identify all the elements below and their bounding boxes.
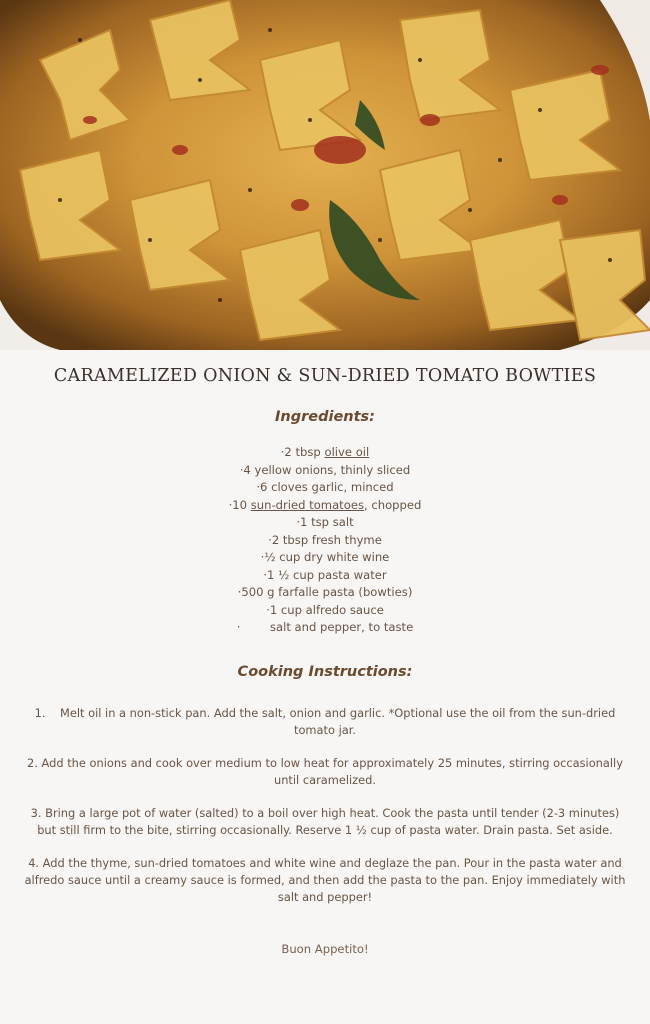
ingredient-item [0, 567, 650, 585]
instructions-list [20, 705, 630, 922]
ingredient-text: ·500 g farfalle pasta (bowties) [237, 585, 413, 599]
ingredient-text: ·2 tbsp fresh thyme [268, 532, 382, 547]
ingredient-item [0, 549, 650, 567]
ingredient-item [0, 584, 650, 602]
ingredient-text: ·4 yellow onions, thinly sliced [239, 462, 411, 477]
ingredient-text: , chopped [364, 497, 422, 512]
ingredient-item [0, 619, 650, 637]
ingredient-item [0, 479, 650, 497]
ingredient-text: ·1 cup alfredo sauce [266, 602, 384, 617]
ingredient-text: · salt and pepper, to taste [236, 620, 414, 634]
instruction-step: 2. Add the onions and cook over medium to low heat for approximately 25 minutes, stirring occasionally until caramelized. [27, 756, 623, 787]
ingredient-item [0, 497, 650, 515]
ingredients-list [0, 444, 650, 637]
ingredient-item [0, 532, 650, 550]
ingredient-text: ·1 tsp salt [296, 515, 354, 529]
recipe-title: CARAMELIZED ONION & SUN-DRIED TOMATO BOWTIES [53, 366, 597, 386]
ingredient-link[interactable]: olive oil [324, 445, 370, 459]
ingredient-text: ·2 tbsp [280, 445, 325, 459]
instruction-step: 4. Add the thyme, sun-dried tomatoes and white wine and deglaze the pan. Pour in the pasta water and alfredo sauce until a creamy sauce is formed, and then add the pasta to the pan. Enjoy immediately with salt and pepper! [24, 856, 626, 904]
ingredient-text: ·1 ½ cup pasta water [263, 567, 387, 582]
ingredient-text: ·10 [228, 497, 251, 512]
ingredient-link[interactable]: sun-dried tomatoes [250, 497, 364, 512]
pasta-illustration [0, 0, 650, 350]
ingredient-item [0, 602, 650, 620]
ingredient-text: ·½ cup dry white wine [260, 550, 390, 564]
ingredient-item [0, 444, 650, 462]
hero-pasta-photo [0, 0, 650, 350]
ingredient-text: ·6 cloves garlic, minced [256, 480, 394, 494]
instruction-step: 1. Melt oil in a non-stick pan. Add the salt, onion and garlic. *Optional use the oil from the sun-dried tomato jar. [34, 706, 619, 737]
ingredient-item [0, 462, 650, 480]
signoff-text: Buon Appetito! [281, 942, 369, 956]
instructions-heading: Cooking Instructions: [237, 664, 413, 680]
instruction-step: 3. Bring a large pot of water (salted) to a boil over high heat. Cook the pasta until tender (2-3 minutes) but still firm to the bite, stirring occasionally. Reserve 1 ½ cup of pasta water. Drain pasta. Set aside. [30, 806, 620, 837]
ingredient-item [0, 514, 650, 532]
ingredients-heading: Ingredients: [275, 409, 375, 425]
